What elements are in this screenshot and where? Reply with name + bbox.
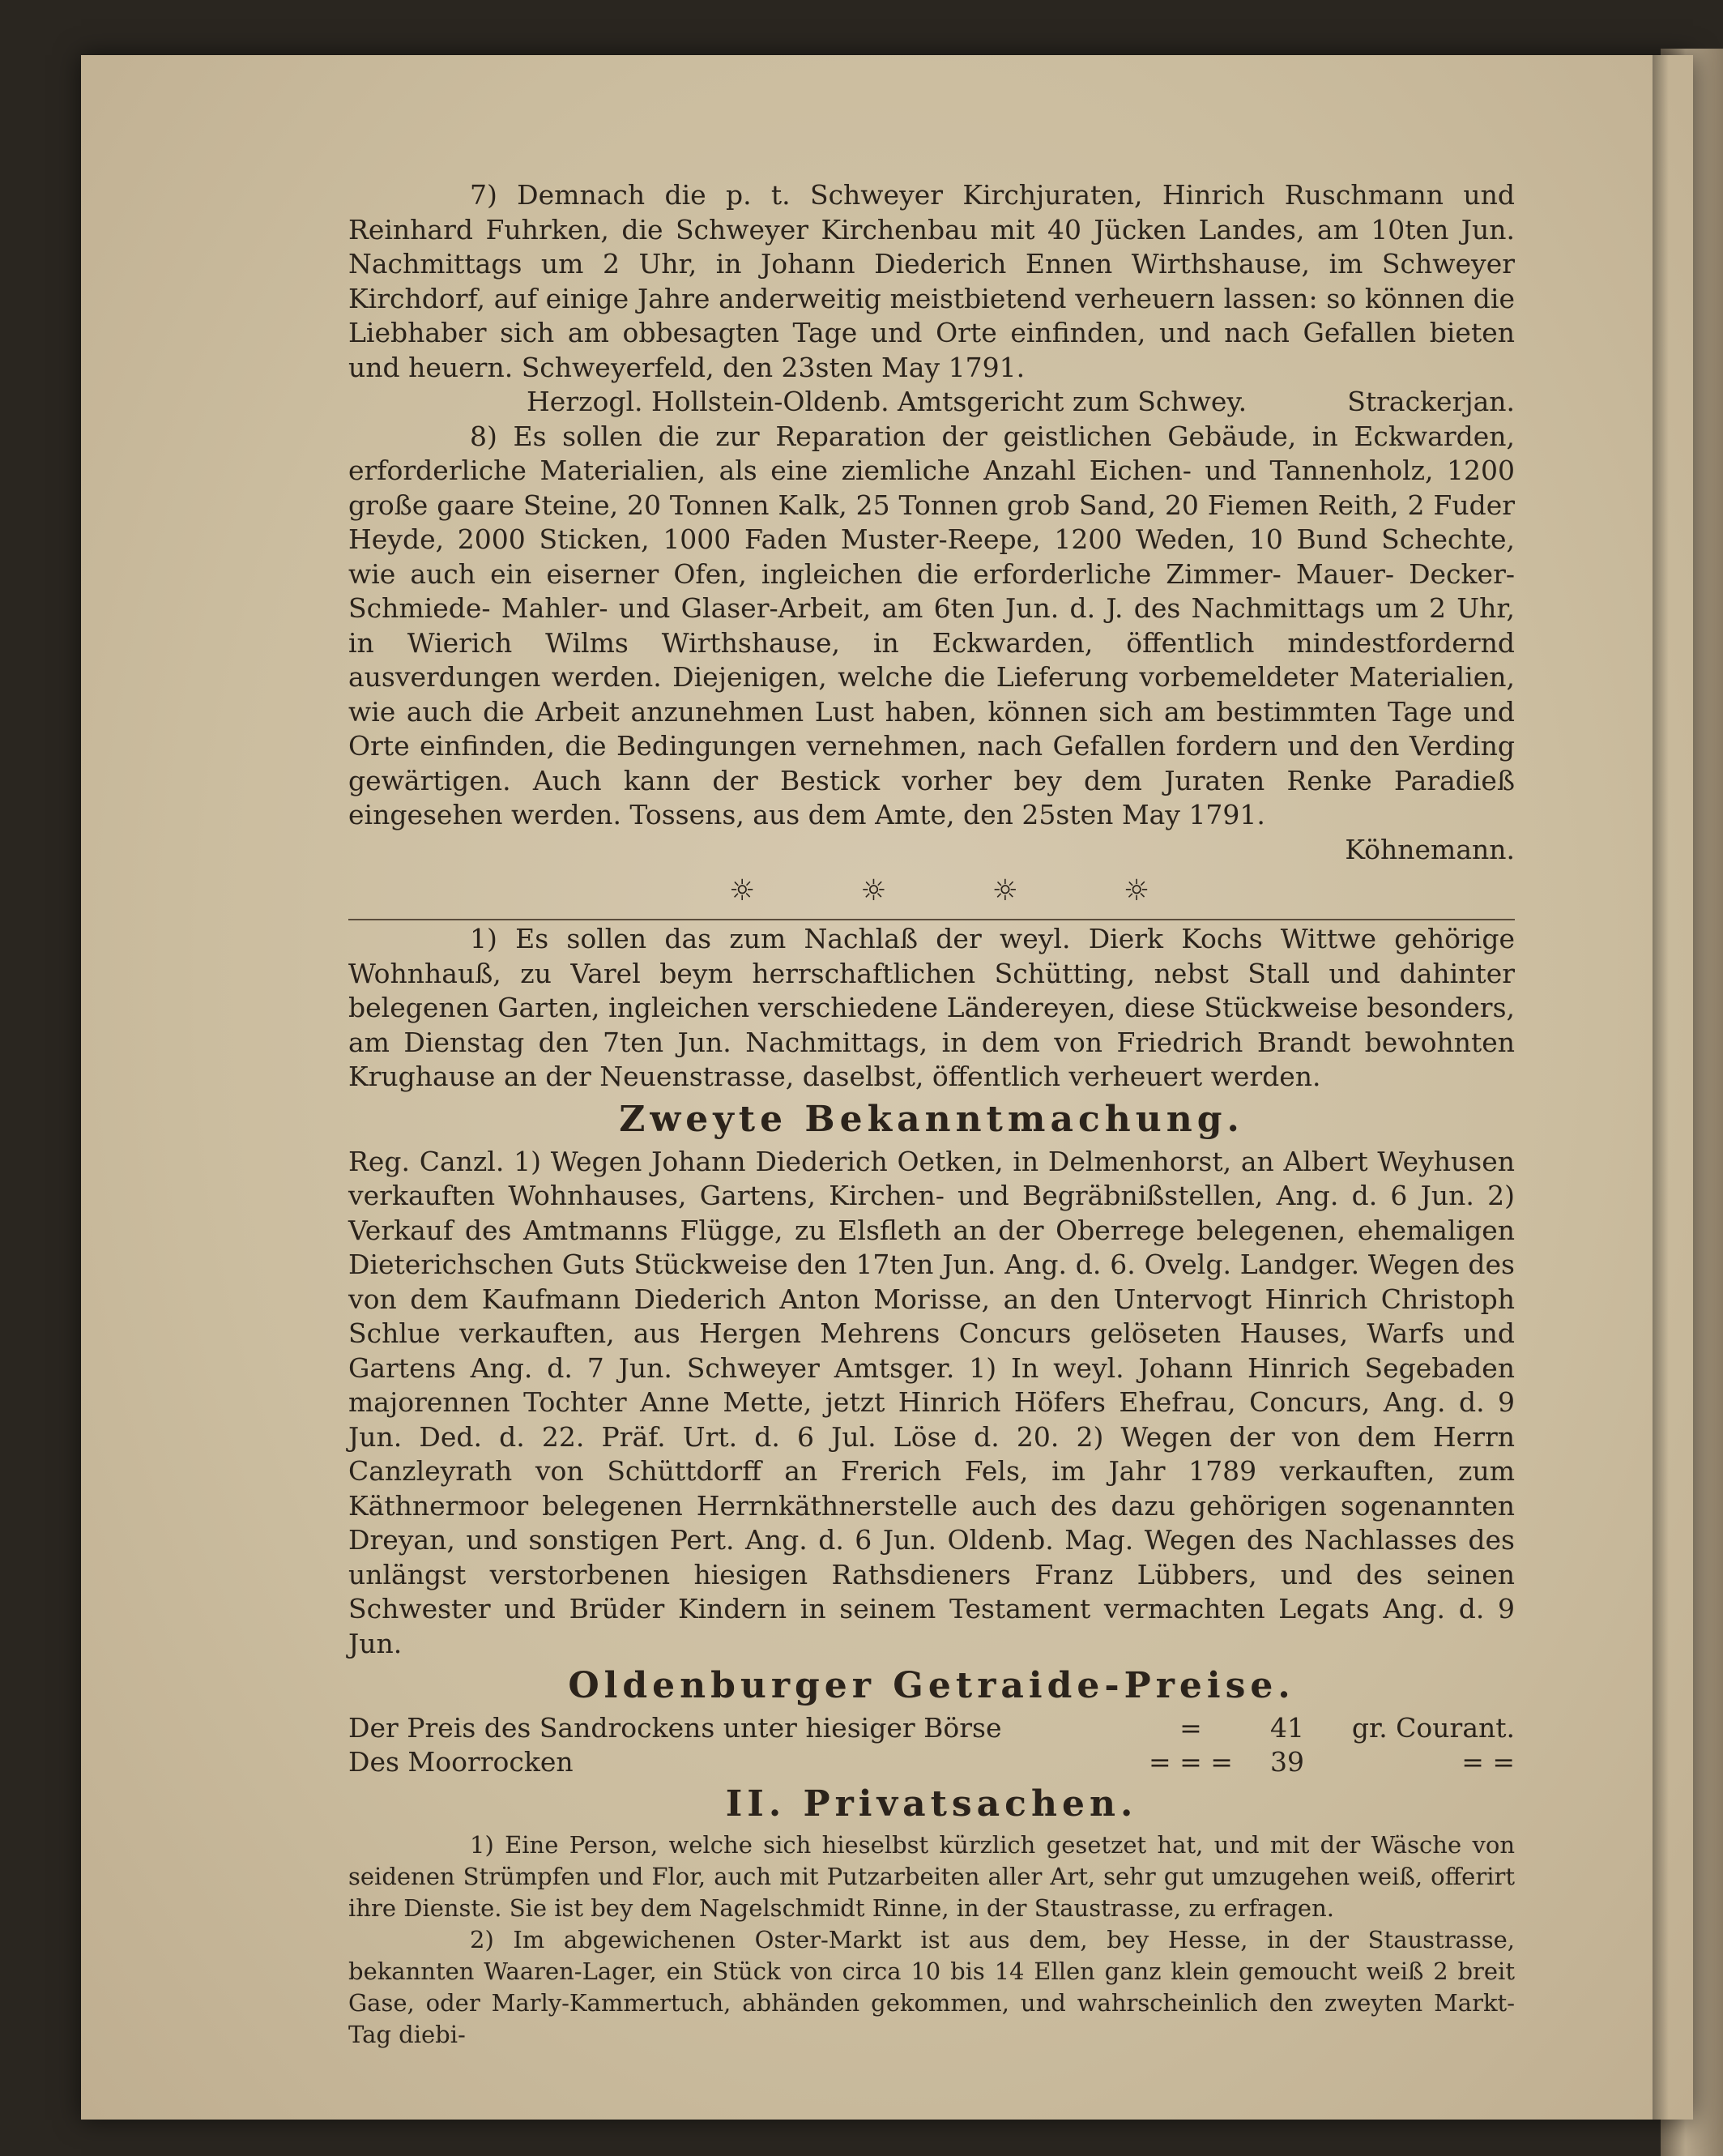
second-announcement-text: Reg. Canzl. 1) Wegen Johann Diederich Oetken, in Delmenhorst, an Albert Weyhusen verkauften Wohnhauses, Gartens, Kirchen- und Begräbnißstellen, Ang. d. 6 Jun. 2) Verkauf des Amtmanns Flügge, zu Elsfleth an der Oberrege belegenen, ehemaligen Dieterichschen Guts Stückweise den 17ten Jun. Ang. d. 6. Ovelg. Landger. Wegen des von dem Kaufmann Diederich Anton Morisse, an den Untervogt Hinrich Christoph Schlue verkauften, aus Hergen Mehrens Concurs gelöseten Hauses, Warfs und Gartens Ang. d. 7 Jun. Schweyer Amtsger. 1) In weyl. Johann Hinrich Segebaden majorennen Tochter Anne Mette, jetzt Hinrich Höfers Ehefrau, Concurs, Ang. d. 9 Jun. Ded. d. 22. Präf. Urt. d. 6 Jul. Löse d. 20. 2) Wegen der von dem Herrn Canzleyrath von Schüttdorff an Frerich Fels, im Jahr 1789 verkauften, zum Käthnermoor belegenen Herrnkäthnerstelle auch des dazu gehörigen sogenannten Dreyan, und sonstigen Pert. Ang. d. 6 Jun. Oldenb. Mag. Wegen des Nachlasses des unlängst verstorbenen hiesigen Rathsdieners Franz Lübbers, und des seinen Schwester und Brüder Kindern in seinem Testament vermachten Legats Ang. d. 9 Jun. [348, 1145, 1515, 1659]
sun-ornament-icon: ☼ [992, 874, 1018, 907]
notice-8-signature: Köhnemann. [1345, 833, 1515, 865]
notice-7-signature [348, 385, 1515, 420]
private-item-1: 1) Eine Person, welche sich hieselbst kürzlich gesetzet hat, und mit der Wäsche von seidenen Strümpfen und Flor, auch mit Putzarbeiten aller Art, sehr gut umzugehen weiß, offerirt ihre Dienste. Sie ist bey dem Nagelschmidt Rinne, in der Staustrasse, zu erfragen. [348, 1831, 1515, 1922]
page-gutter-shadow [1653, 55, 1669, 2120]
price-label: Des Moorrocken [348, 1746, 574, 1778]
grain-prices-heading: Oldenburger Getraide-Preise. [568, 1665, 1295, 1706]
sun-ornament-icon: ☼ [1123, 874, 1150, 907]
notice-7-name: Strackerjan. [1347, 386, 1515, 417]
notice-8-text: 8) Es sollen die zur Reparation der geistlichen Gebäude, in Eckwarden, erforderliche Materialien, als eine ziemliche Anzahl Eichen- und Tannenholz, 1200 große gaare Steine, 20 Tonnen Kalk, 25 Tonnen grob Sand, 20 Fiemen Reith, 2 Fuder Heyde, 2000 Sticken, 1000 Faden Muster-Reepe, 1200 Weden, 10 Bund Schechte, wie auch ein eiserner Ofen, ingleichen die erforderliche Zimmer- Mauer- Decker- Schmiede- Mahler- und Glaser-Arbeit, am 6ten Jun. d. J. des Nachmittags um 2 Uhr, in Wierich Wilms Wirthshause, in Eckwarden, öffentlich mindestfordernd ausverdungen werden. Diejenigen, welche die Lieferung vorbemeldeter Materialien, wie auch die Arbeit anzunehmen Lust haben, können sich am bestimmten Tage und Orte einfinden, die Bedingungen vernehmen, nach Gefallen fordern und den Verding gewärtigen. Auch kann der Bestick vorher bey dem Juraten Renke Paradieß eingesehen werden. Tossens, aus dem Amte, den 25sten May 1791. [348, 420, 1515, 830]
private-matters-heading: II. Privatsachen. [725, 1783, 1138, 1825]
private-item-2: 2) Im abgewichenen Oster-Markt ist aus dem, bey Hesse, in der Staustrasse, bekannten Waaren-Lager, ein Stück von circa 10 bis 14 Ellen ganz klein gemoucht weiß 2 breit Gase, oder Marly-Kammertuch, abhänden gekommen, und wahrscheinlich den zweyten Markt-Tag diebi- [348, 1926, 1515, 2048]
price-separator: = = = [1149, 1746, 1233, 1778]
separator-stars [348, 867, 1515, 916]
price-row [348, 1745, 1515, 1779]
page-text [348, 178, 1515, 2051]
price-unit: = = [1461, 1746, 1515, 1778]
divider [348, 919, 1515, 920]
notice-7-office: Herzogl. Hollstein-Oldenb. Amtsgericht zum Schwey. [527, 386, 1247, 417]
price-value: 41 [1270, 1712, 1304, 1744]
notice-varel-text: 1) Es sollen das zum Nachlaß der weyl. Dierk Kochs Wittwe gehörige Wohnhauß, zu Varel beym herrschaftlichen Schütting, nebst Stall und dahinter belegenen Garten, ingleichen verschiedene Ländereyen, diese Stückweise besonders, am Dienstag den 7ten Jun. Nachmittags, in dem von Friedrich Brandt bewohnten Krughause an der Neuenstrasse, daselbst, öffentlich verheuert werden. [348, 923, 1515, 1092]
sun-ornament-icon: ☼ [729, 874, 756, 907]
second-announcement-heading: Zweyte Bekanntmachung. [619, 1098, 1244, 1140]
price-row [348, 1711, 1515, 1745]
price-unit: gr. Courant. [1351, 1712, 1515, 1744]
price-value: 39 [1270, 1746, 1304, 1778]
notice-7-text: 7) Demnach die p. t. Schweyer Kirchjuraten, Hinrich Ruschmann und Reinhard Fuhrken, die Schweyer Kirchenbau mit 40 Jücken Landes, am 10ten Jun. Nachmittags um 2 Uhr, in Johann Diederich Ennen Wirthshause, im Schweyer Kirchdorf, auf einige Jahre anderweitig meistbietend verheuern lassen: so können die Liebhaber sich am obbesagten Tage und Orte einfinden, und nach Gefallen bieten und heuern. Schweyerfeld, den 23sten May 1791. [348, 179, 1515, 383]
price-separator: = [1179, 1712, 1202, 1744]
price-label: Der Preis des Sandrockens unter hiesiger Börse [348, 1712, 1002, 1744]
sun-ornament-icon: ☼ [860, 874, 887, 907]
